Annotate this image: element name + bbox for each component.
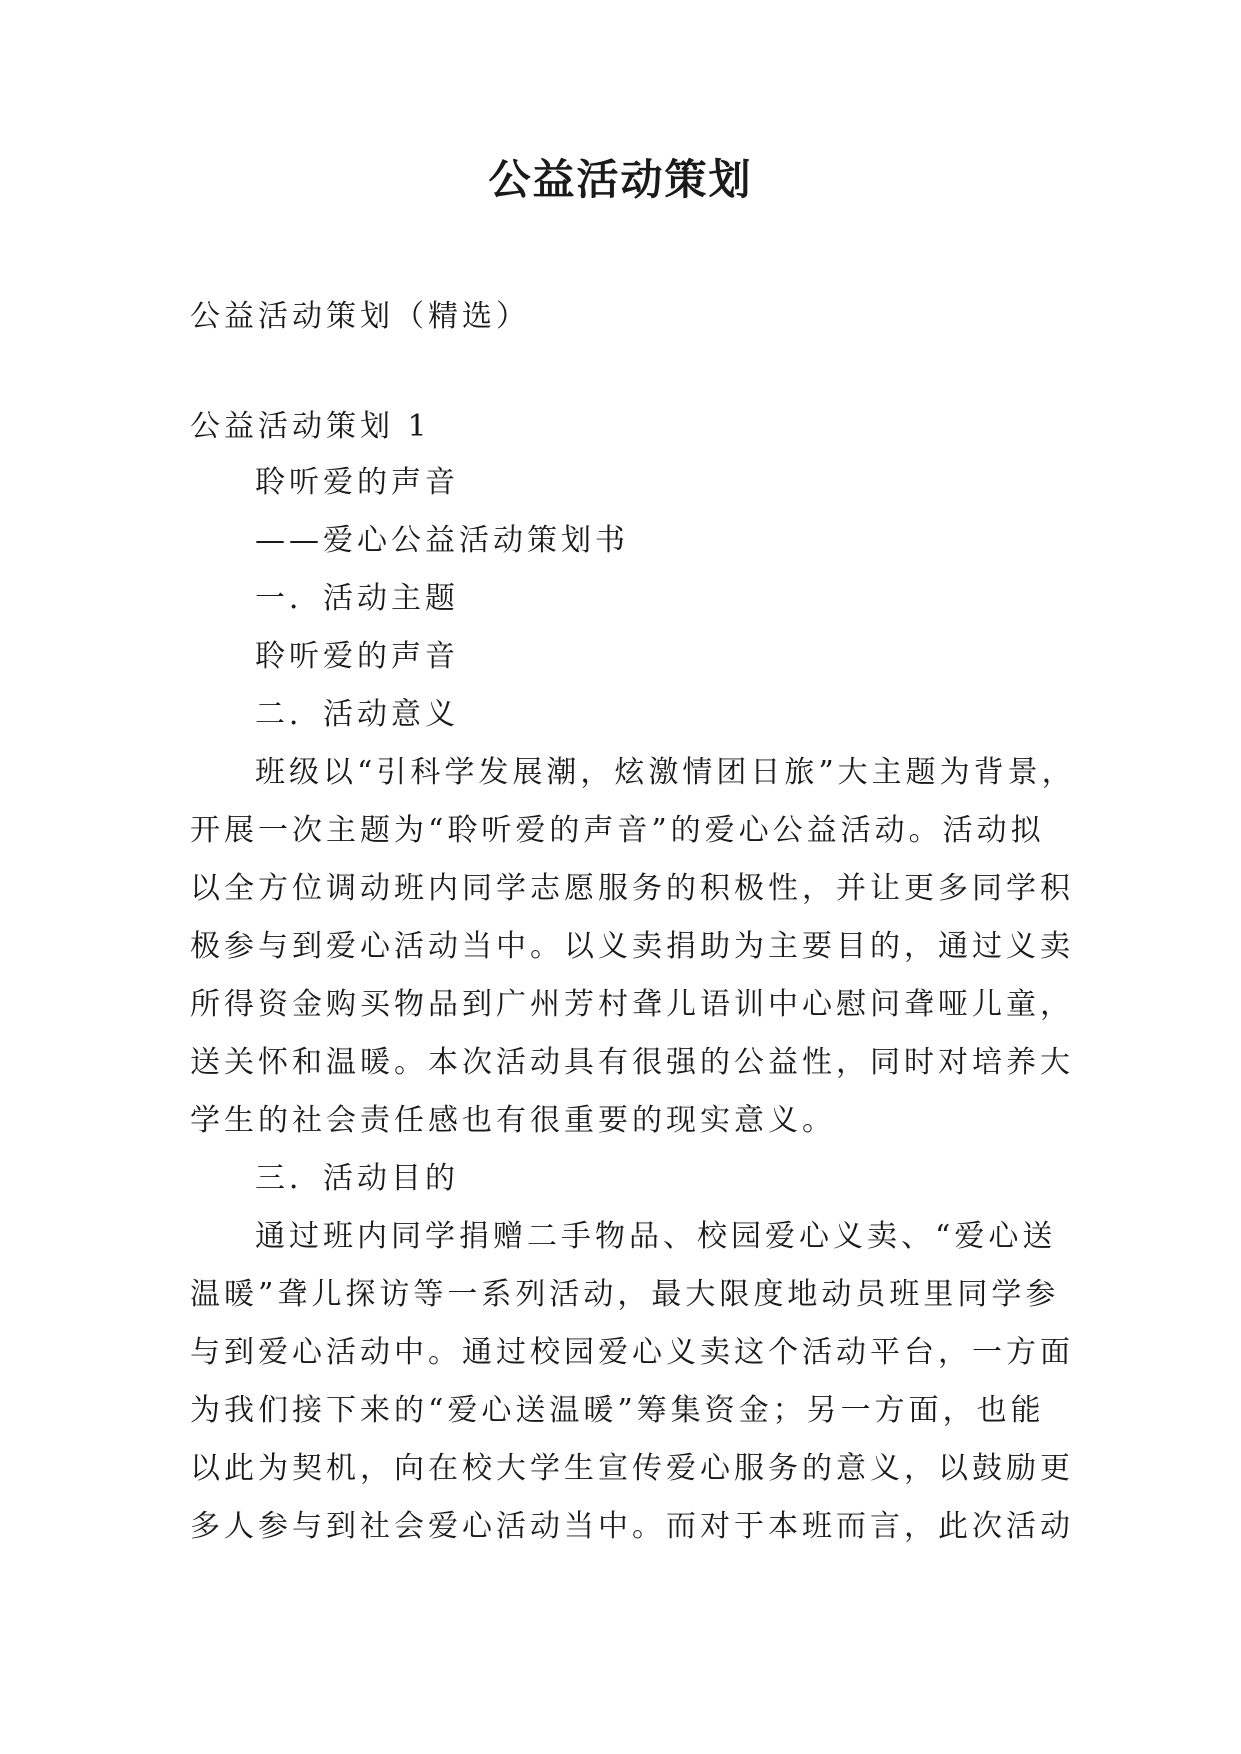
paragraph-line: 温暖”聋儿探访等一系列活动，最大限度地动员班里同学参 — [190, 1277, 1060, 1312]
heading-purpose: 三．活动目的 — [255, 1161, 459, 1196]
paragraph-line: 开展一次主题为“聆听爱的声音”的爱心公益活动。活动拟 — [190, 813, 1045, 848]
paragraph-line: 与到爱心活动中。通过校园爱心义卖这个活动平台，一方面 — [190, 1335, 1074, 1370]
paragraph-significance — [190, 744, 1076, 1150]
document-subtitle: 公益活动策划（精选） — [190, 299, 530, 334]
activity-subtitle: ——爱心公益活动策划书 — [255, 523, 629, 558]
paragraph-line: 班级以“引科学发展潮，炫激情团日旅”大主题为背景， — [255, 755, 1076, 790]
paragraph-line: 多人参与到社会爱心活动当中。而对于本班而言，此次活动 — [190, 1509, 1074, 1544]
heading-theme: 一．活动主题 — [255, 581, 459, 616]
paragraph-line: 通过班内同学捐赠二手物品、校园爱心义卖、“爱心送 — [255, 1219, 1057, 1254]
paragraph-line: 为我们接下来的“爱心送温暖”筹集资金；另一方面，也能 — [190, 1393, 1045, 1428]
paragraph-line: 所得资金购买物品到广州芳村聋儿语训中心慰问聋哑儿童， — [190, 987, 1074, 1022]
document-title: 公益活动策划 — [488, 155, 753, 204]
paragraph-line: 以全方位调动班内同学志愿服务的积极性，并让更多同学积 — [190, 871, 1074, 906]
paragraph-line: 送关怀和温暖。本次活动具有很强的公益性，同时对培养大 — [190, 1045, 1074, 1080]
activity-name: 聆听爱的声音 — [255, 465, 459, 500]
theme-text: 聆听爱的声音 — [255, 639, 459, 674]
paragraph-line: 以此为契机，向在校大学生宣传爱心服务的意义，以鼓励更 — [190, 1451, 1074, 1486]
paragraph-line: 学生的社会责任感也有很重要的现实意义。 — [190, 1103, 836, 1138]
section-heading: 公益活动策划 1 — [190, 409, 431, 444]
paragraph-line: 极参与到爱心活动当中。以义卖捐助为主要目的，通过义卖 — [190, 929, 1074, 964]
paragraph-purpose — [190, 1208, 1074, 1556]
heading-significance: 二．活动意义 — [255, 697, 459, 732]
